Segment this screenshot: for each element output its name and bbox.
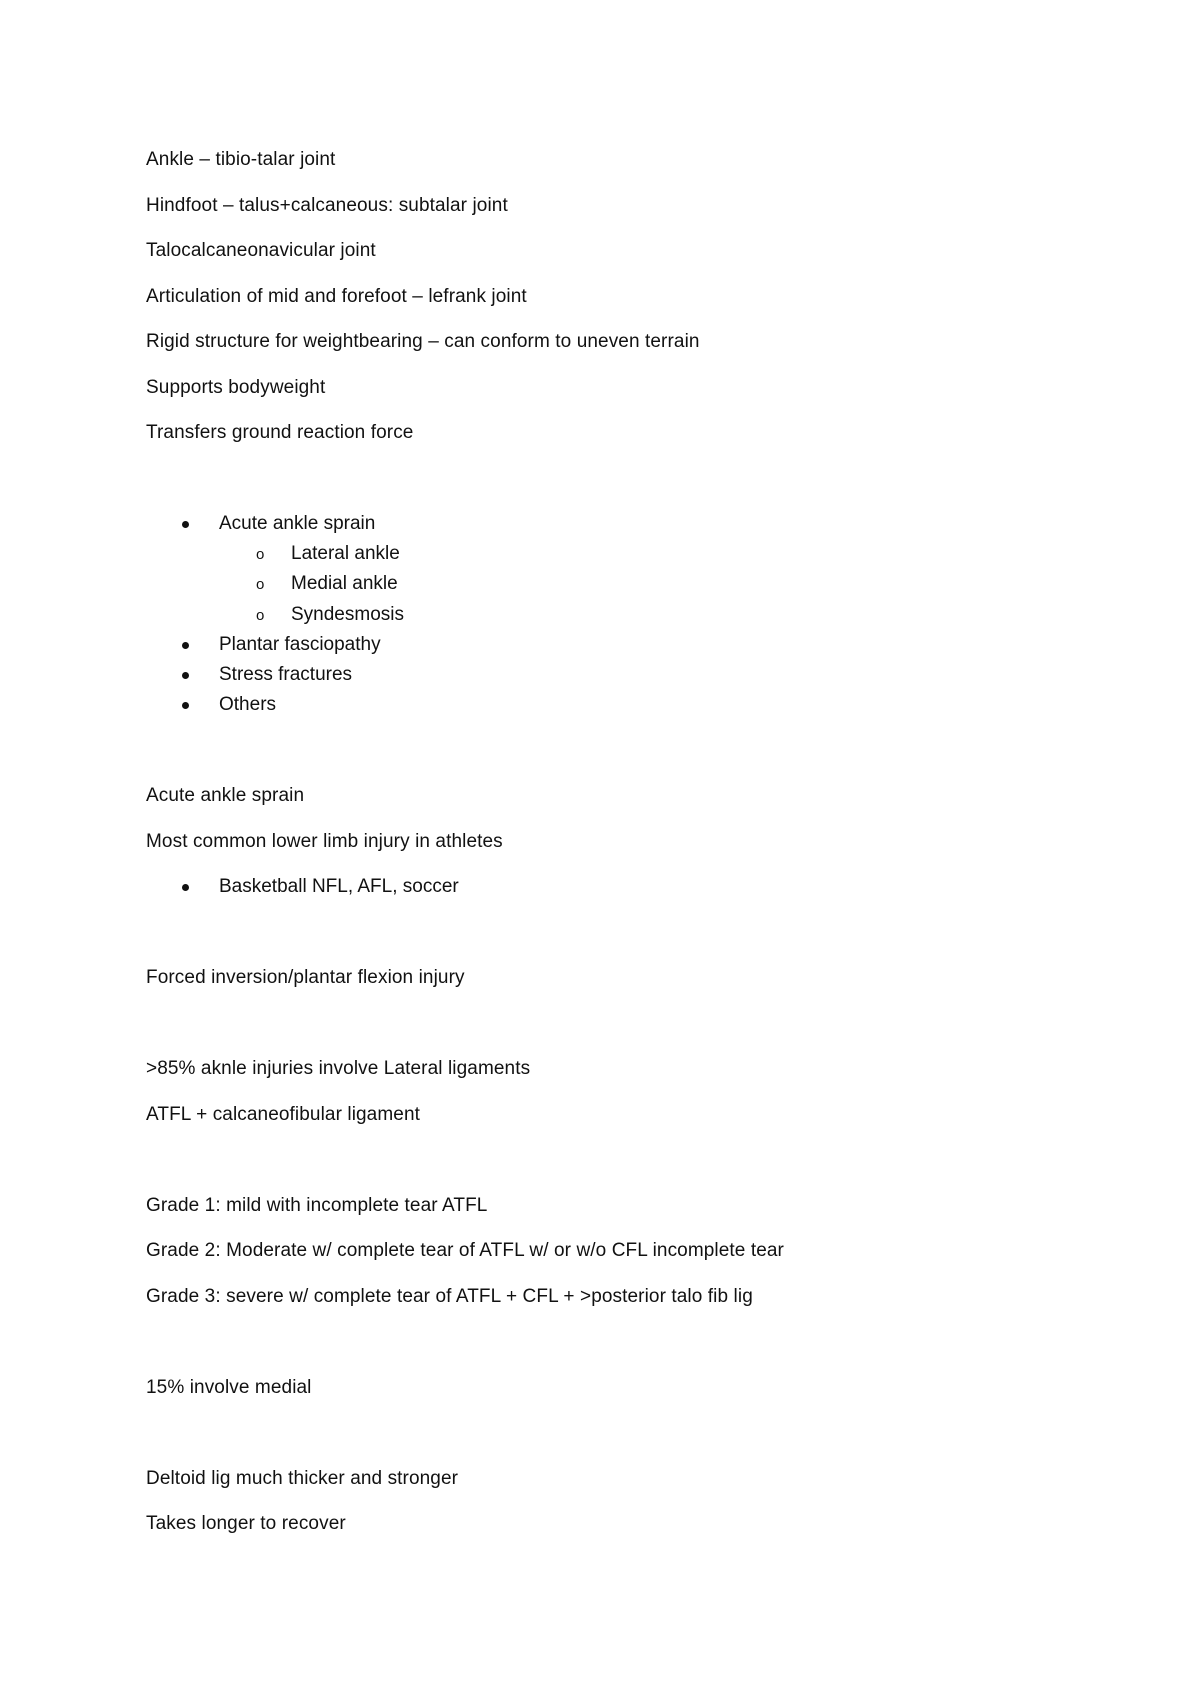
list-item-text: Others [219,694,277,715]
sub-bullet-icon: o [256,607,265,624]
list-item-text: Acute ankle sprain [219,513,376,534]
text-line: Articulation of mid and forefoot – lefrank joint [146,286,527,307]
section-heading: Acute ankle sprain [146,785,305,806]
text-line: Supports bodyweight [146,377,326,398]
bullet-icon [182,702,189,709]
text-line: Hindfoot – talus+calcaneous: subtalar joint [146,195,508,216]
list-item-text: Basketball NFL, AFL, soccer [219,876,459,897]
text-line: >85% aknle injuries involve Lateral ligaments [146,1058,531,1079]
bullet-icon [182,642,189,649]
text-line: Forced inversion/plantar flexion injury [146,967,465,988]
sub-list-item-text: Lateral ankle [291,543,400,564]
text-line: Rigid structure for weightbearing – can conform to uneven terrain [146,331,700,352]
text-line: Takes longer to recover [146,1513,346,1534]
list-item-text: Plantar fasciopathy [219,634,381,655]
text-line: Talocalcaneonavicular joint [146,240,376,261]
bullet-icon [182,672,189,679]
text-line: Deltoid lig much thicker and stronger [146,1468,459,1489]
bullet-icon [182,521,189,528]
list-item-text: Stress fractures [219,664,353,685]
text-line: Grade 2: Moderate w/ complete tear of ATFL w/ or w/o CFL incomplete tear [146,1240,784,1261]
bullet-icon [182,884,189,891]
text-line: ATFL + calcaneofibular ligament [146,1104,420,1125]
sub-list-item-text: Medial ankle [291,573,398,594]
sub-list-item-text: Syndesmosis [291,604,404,625]
text-line: 15% involve medial [146,1377,312,1398]
text-line: Transfers ground reaction force [146,422,414,443]
text-line: Most common lower limb injury in athletes [146,831,503,852]
text-line: Grade 3: severe w/ complete tear of ATFL + CFL + >posterior talo fib lig [146,1286,753,1307]
sub-bullet-icon: o [256,546,265,563]
text-line: Ankle – tibio-talar joint [146,149,336,170]
sub-bullet-icon: o [256,576,265,593]
text-line: Grade 1: mild with incomplete tear ATFL [146,1195,488,1216]
